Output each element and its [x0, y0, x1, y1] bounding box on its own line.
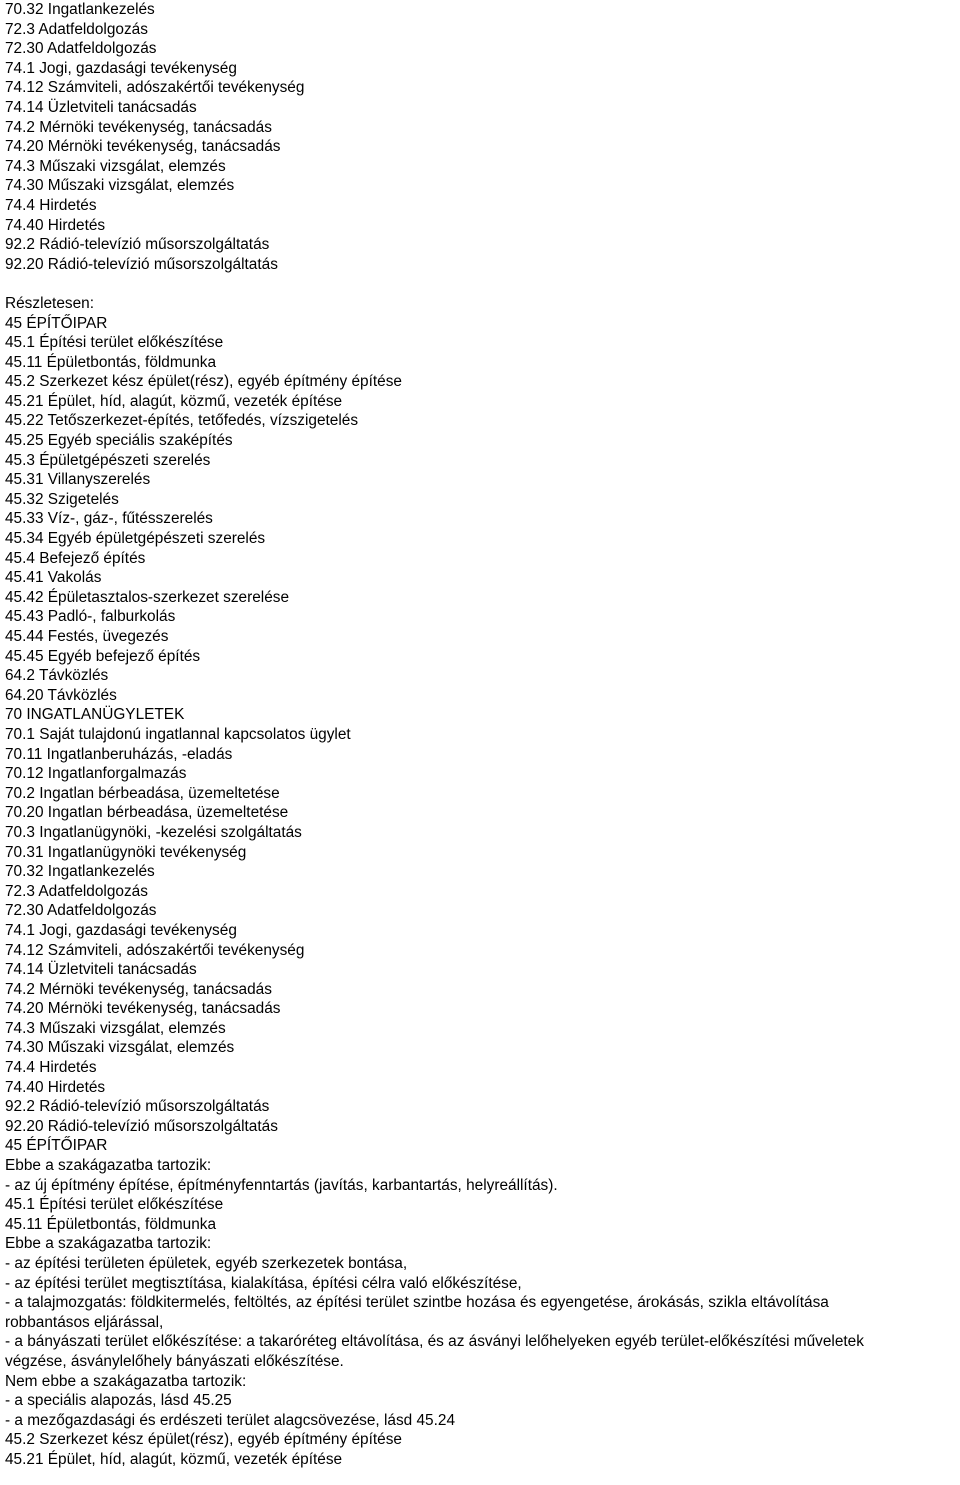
text-line: 45.41 Vakolás — [5, 569, 102, 587]
text-line: Ebbe a szakágazatba tartozik: — [5, 1157, 212, 1175]
text-line: 45.21 Épület, híd, alagút, közmű, vezeték építése — [5, 1450, 343, 1468]
text-line: 45.4 Befejező építés — [5, 549, 146, 567]
text-line: 45.25 Egyéb speciális szaképítés — [5, 432, 233, 450]
text-line: Részletesen: — [5, 294, 94, 312]
text-line: 45.34 Egyéb épületgépészeti szerelés — [5, 530, 266, 548]
text-line: Ebbe a szakágazatba tartozik: — [5, 1235, 212, 1253]
text-line: 74.20 Mérnöki tevékenység, tanácsadás — [5, 138, 281, 156]
text-line: Nem ebbe a szakágazatba tartozik: — [5, 1372, 247, 1390]
text-line: - a mezőgazdasági és erdészeti terület alagcsövezése, lásd 45.24 — [5, 1411, 456, 1429]
text-line: 45.31 Villanyszerelés — [5, 471, 151, 489]
text-line: - az építési területen épületek, egyéb szerkezetek bontása, — [5, 1255, 408, 1272]
text-line: 74.40 Hirdetés — [5, 1078, 106, 1096]
text-line: 74.12 Számviteli, adószakértői tevékenység — [5, 79, 305, 97]
text-line: 72.3 Adatfeldolgozás — [5, 20, 148, 38]
text-line: 45.32 Szigetelés — [5, 490, 119, 508]
text-line: 72.30 Adatfeldolgozás — [5, 40, 157, 58]
text-line: 72.30 Adatfeldolgozás — [5, 902, 157, 920]
text-line: 70 INGATLANÜGYLETEK — [5, 706, 185, 724]
text-line: 74.30 Műszaki vizsgálat, elemzés — [5, 177, 235, 195]
text-line: 70.31 Ingatlanügynöki tevékenység — [5, 843, 247, 861]
text-line: 64.2 Távközlés — [5, 667, 109, 685]
text-line: - a bányászati terület előkészítése: a takaróréteg eltávolítása, és az ásványi lelőhelyeken egyéb terület-előkészítési műveletek — [5, 1333, 864, 1351]
text-line: 92.2 Rádió-televízió műsorszolgáltatás — [5, 236, 270, 254]
text-line: 45.1 Építési terület előkészítése — [5, 334, 224, 352]
text-line: 92.2 Rádió-televízió műsorszolgáltatás — [5, 1098, 270, 1116]
text-line: végzése, ásványlelőhely bányászati előkészítése. — [5, 1352, 344, 1370]
text-line: 74.3 Műszaki vizsgálat, elemzés — [5, 1019, 226, 1037]
text-line: 70.32 Ingatlankezelés — [5, 1, 155, 18]
text-line: 74.40 Hirdetés — [5, 216, 106, 234]
text-line: 45.21 Épület, híd, alagút, közmű, vezeték építése — [5, 392, 343, 410]
text-line: 45.11 Épületbontás, földmunka — [5, 1215, 217, 1233]
text-line: 70.20 Ingatlan bérbeadása, üzemeltetése — [5, 804, 289, 822]
text-line: 45.45 Egyéb befejező építés — [5, 647, 201, 665]
text-line: 45.22 Tetőszerkezet-építés, tetőfedés, vízszigetelés — [5, 412, 359, 430]
text-line: robbantásos eljárással, — [5, 1313, 164, 1331]
text-line: 74.30 Műszaki vizsgálat, elemzés — [5, 1039, 235, 1057]
text-line: 74.20 Mérnöki tevékenység, tanácsadás — [5, 1000, 281, 1018]
text-line: 45.2 Szerkezet kész épület(rész), egyéb építmény építése — [5, 1431, 402, 1449]
text-line: 70.32 Ingatlankezelés — [5, 863, 155, 881]
text-line: 45.3 Épületgépészeti szerelés — [5, 451, 211, 469]
text-line: 74.4 Hirdetés — [5, 1059, 97, 1077]
text-line: 70.3 Ingatlanügynöki, -kezelési szolgáltatás — [5, 823, 302, 841]
text-line: 45.33 Víz-, gáz-, fűtésszerelés — [5, 510, 213, 528]
text-line: 70.11 Ingatlanberuházás, -eladás — [5, 745, 233, 763]
text-line: 45 ÉPÍTŐIPAR — [5, 314, 108, 332]
text-line: 45.43 Padló-, falburkolás — [5, 608, 176, 626]
text-line: 45.11 Épületbontás, földmunka — [5, 353, 217, 371]
text-line: - a talajmozgatás: földkitermelés, feltöltés, az építési terület szintbe hozása és egyengetése, árokásás, szikla eltávolítása — [5, 1294, 829, 1312]
text-line: 45.1 Építési terület előkészítése — [5, 1196, 224, 1214]
text-line: - a speciális alapozás, lásd 45.25 — [5, 1392, 232, 1410]
text-line: 45 ÉPÍTŐIPAR — [5, 1137, 108, 1155]
text-line: 74.1 Jogi, gazdasági tevékenység — [5, 921, 237, 939]
text-line: - az új építmény építése, építményfenntartás (javítás, karbantartás, helyreállítás). — [5, 1176, 558, 1194]
text-line: 74.12 Számviteli, adószakértői tevékenység — [5, 941, 305, 959]
text-line: 74.3 Műszaki vizsgálat, elemzés — [5, 157, 226, 175]
text-line: 70.12 Ingatlanforgalmazás — [5, 765, 187, 783]
blank-line — [5, 274, 955, 294]
text-line: 74.14 Üzletviteli tanácsadás — [5, 961, 197, 979]
text-line: 45.42 Épületasztalos-szerkezet szerelése — [5, 588, 290, 606]
text-line: 92.20 Rádió-televízió műsorszolgáltatás — [5, 255, 278, 273]
text-line: 45.44 Festés, üvegezés — [5, 628, 169, 645]
text-line: 74.2 Mérnöki tevékenység, tanácsadás — [5, 118, 272, 136]
text-line: 74.4 Hirdetés — [5, 196, 97, 214]
text-line: 74.1 Jogi, gazdasági tevékenység — [5, 59, 237, 77]
text-line: 45.2 Szerkezet kész épület(rész), egyéb építmény építése — [5, 373, 402, 391]
text-line: 64.20 Távközlés — [5, 686, 117, 704]
text-line: 74.2 Mérnöki tevékenység, tanácsadás — [5, 980, 272, 998]
text-line: - az építési terület megtisztítása, kialakítása, építési célra való előkészítése, — [5, 1274, 522, 1292]
text-line: 70.2 Ingatlan bérbeadása, üzemeltetése — [5, 784, 280, 802]
text-line: 74.14 Üzletviteli tanácsadás — [5, 98, 197, 116]
text-line: 92.20 Rádió-televízió műsorszolgáltatás — [5, 1117, 278, 1135]
text-line: 70.1 Saját tulajdonú ingatlannal kapcsolatos ügylet — [5, 725, 351, 743]
text-line: 72.3 Adatfeldolgozás — [5, 882, 148, 900]
document-page — [5, 0, 955, 1470]
